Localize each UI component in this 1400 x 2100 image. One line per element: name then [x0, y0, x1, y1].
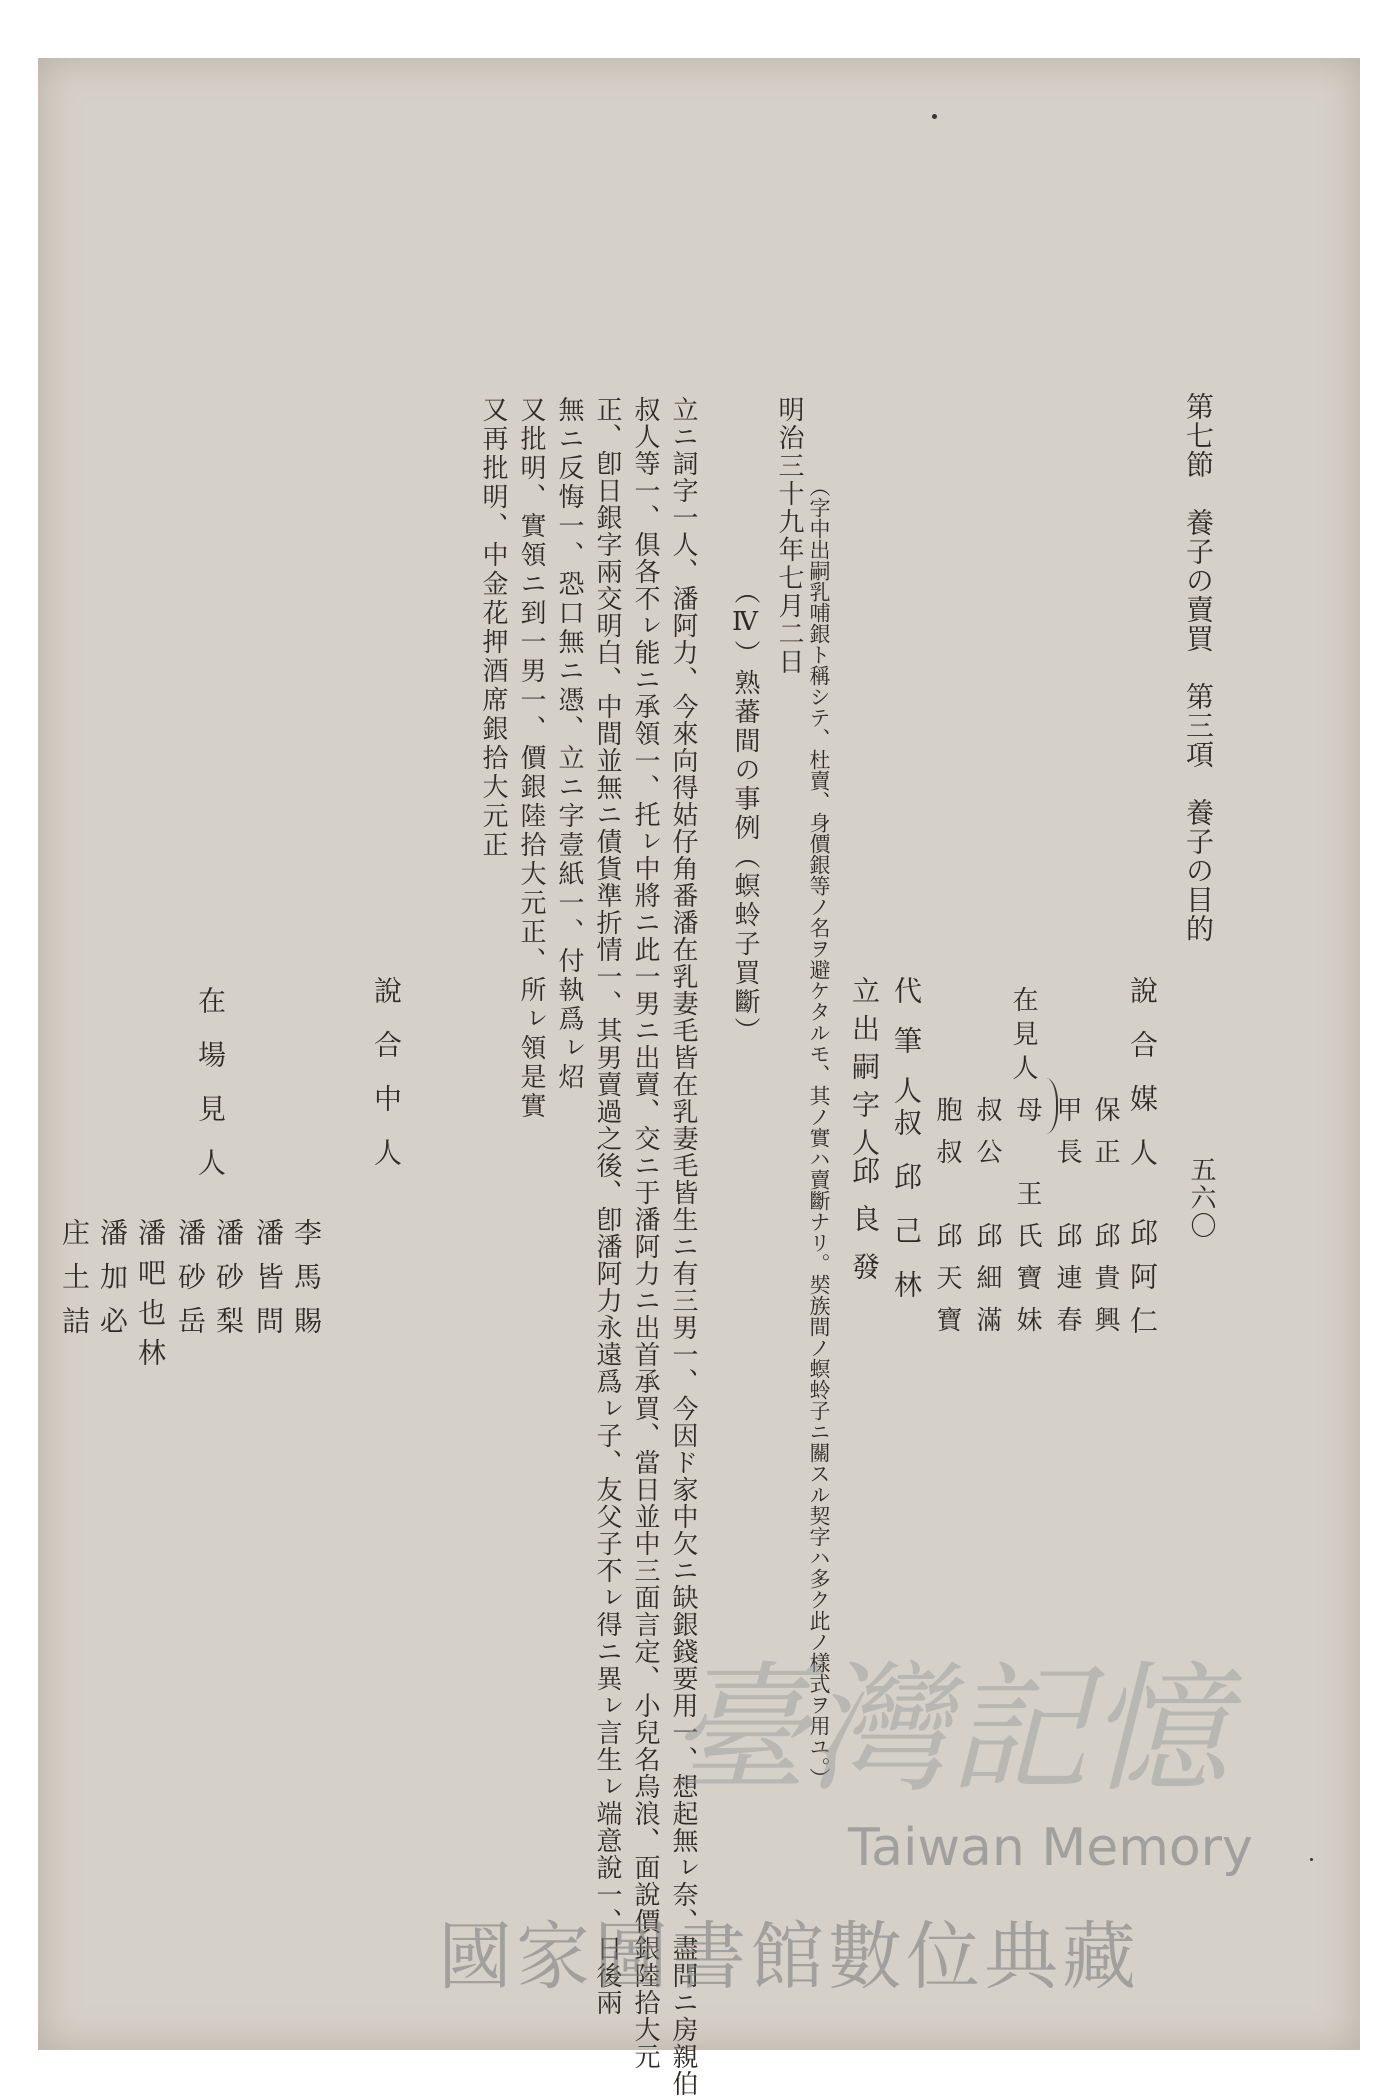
contract-line-3: 正、卽日銀字兩交明白、中間並無ニ債貨準折情一、其男賣過之後、卽潘阿力永遠爲ㇾ子、友父子不ㇾ得ニ異ㇾ言生ㇾ端意說一、日後兩	[592, 396, 622, 2016]
col-panjie: 潘皆問	[252, 1218, 285, 1350]
col-lima: 李馬賜	[290, 1218, 323, 1350]
col-panbaye: 潘吧也林	[134, 1218, 167, 1378]
scribe-label: 代筆人	[890, 976, 923, 1126]
watermark-institution: 國家圖書館數位典藏	[438, 1914, 1140, 2000]
col-shugong: 叔公 邱細滿	[972, 1096, 1002, 1348]
paper-speck	[932, 114, 937, 119]
mediator-name: 邱阿仁	[1126, 1218, 1159, 1350]
watermark-english: Taiwan Memory	[848, 1818, 1253, 1878]
col-jiazhang: 甲長 邱連春	[1052, 1096, 1082, 1348]
note-parenthetical: （字中出嗣乳哺銀ト稱シテ、杜賣、身價銀等ノ名ヲ避ケタルモ、其ノ實ハ賣斷ナリ。𡘾族間ノ螟蛉子ニ關スル契字ハ多ク此ノ樣式ヲ用ユ。）	[807, 476, 831, 1789]
col-zhuang: 庄土詰	[58, 1218, 91, 1350]
contract-line-5: 又批明、實領ニ到一男一、價銀陸拾大元正、所ㇾ領是實	[516, 396, 546, 1121]
page-number: 五六〇	[1186, 1156, 1216, 1240]
watermark-logo: 臺灣記憶	[668, 1649, 1229, 1812]
mediator-label: 說合媒人	[1126, 976, 1159, 1192]
watermark	[438, 1618, 1348, 2000]
scribe-name: 叔邱己林	[890, 1108, 923, 1324]
onsite-witness-label: 在場見人	[194, 986, 227, 1202]
col-baoshu: 胞叔 邱天寶	[932, 1096, 962, 1348]
col-panshayue: 潘砂岳	[174, 1218, 207, 1350]
contract-line-4: 無ニ反悔一、恐口無ニ憑、立ニ字壹紙一、付執爲ㇾ炤	[554, 396, 584, 1092]
col-panjiabi: 潘加必	[96, 1218, 129, 1350]
col-baozheng: 保正 邱貴興	[1090, 1096, 1120, 1348]
witness-label: 在見人	[1008, 986, 1038, 1088]
document-page	[38, 58, 1360, 2097]
col-panshali: 潘砂梨	[212, 1218, 245, 1350]
section-title: （Ⅳ）熟蕃間の事例（螟蛉子買斷）	[730, 578, 760, 1046]
contract-line-2: 叔人等一、俱各不ㇾ能ニ承領一、托ㇾ中將ニ此一男ニ出賣、交ニ于潘阿力ニ出首承買、當日並中三面言定、小兒名烏浪、面說價銀陸拾大元	[630, 396, 660, 2070]
adopter-label: 立出嗣字人	[848, 976, 881, 1166]
adopter-name: 邱良發	[848, 1156, 881, 1300]
paper-speck	[1310, 1858, 1313, 1861]
contract-line-1: 立ニ詞字一人、潘阿力、今來向得姑仔角番潘在乳妻毛皆在乳妻毛皆生ニ有三男一、今因ド家中欠ニ缺銀錢要用一、想起無ㇾ奈、盡問ニ房親伯	[668, 396, 698, 2097]
contract-line-6: 又再批明、中金花押酒席銀拾大元正	[478, 396, 508, 860]
col-mother: 母 王氏寶妹	[1012, 1096, 1042, 1348]
running-head: 第七節 養子の賣買 第三項 養子の目的	[1182, 392, 1215, 943]
intermediary-label: 說合中人	[370, 976, 403, 1192]
date-line: 明治三十九年七月二日	[774, 396, 804, 676]
